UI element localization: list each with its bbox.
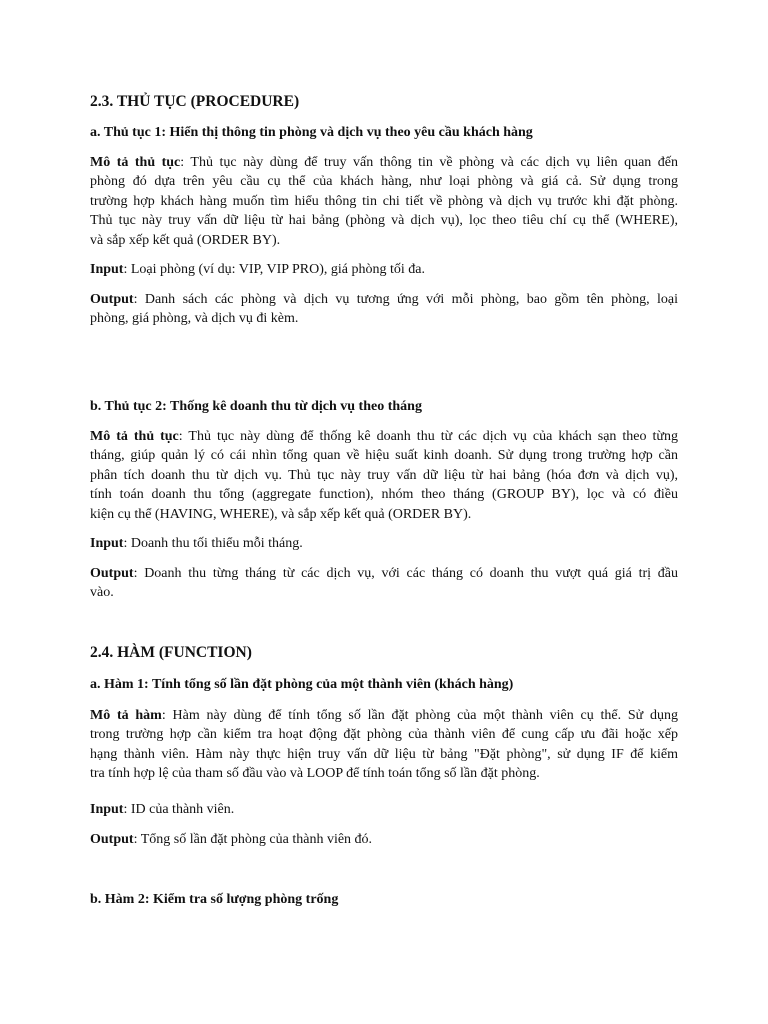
description-text: tính toán doanh thu tổng (aggregate function), nhóm theo tháng (GROUP BY), lọc và có điều xyxy=(90,487,678,503)
procedure-section-heading: 2.3. THỦ TỤC (PROCEDURE) xyxy=(90,93,300,110)
description-label: Mô tả thủ tục xyxy=(90,155,181,170)
description-text: kiện cụ thể (HAVING, WHERE), và sắp xếp kết quả (ORDER BY). xyxy=(90,506,472,522)
description-text: hạng thành viên. Hàm này thực hiện truy vấn dữ liệu từ bảng "Đặt phòng", sử dụng IF để kiểm xyxy=(90,746,678,762)
function-1-input xyxy=(90,800,678,819)
description-text: trường hợp khách hàng muốn tìm hiểu thông tin chi tiết về phòng và dịch vụ trước khi đặt phòng. xyxy=(90,193,678,209)
procedure-1-description xyxy=(90,153,678,250)
function-1-output xyxy=(90,830,678,849)
function-1-title: a. Hàm 1: Tính tổng số lần đặt phòng của một thành viên (khách hàng) xyxy=(90,677,514,692)
description-text: tháng, giúp quản lý có cái nhìn tổng quan về hiệu suất kinh doanh. Sử dụng trong trường hợp cần xyxy=(90,448,678,464)
input-label: Input xyxy=(90,262,124,277)
description-text: Thủ tục này truy vấn dữ liệu từ hai bảng (phòng và dịch vụ), lọc theo tiêu chí cụ thể (WHERE), xyxy=(90,213,678,229)
description-text: phòng đó dựa trên yêu cầu cụ thể của khách hàng, như loại phòng và giá cả. Sử dụng trong xyxy=(90,174,678,190)
input-label: Input xyxy=(90,536,124,551)
procedure-1-input xyxy=(90,260,678,279)
procedure-2-title: b. Thủ tục 2: Thống kê doanh thu từ dịch vụ theo tháng xyxy=(90,399,422,414)
description-text: : Thủ tục này dùng để truy vấn thông tin về phòng và các dịch vụ liên quan đến xyxy=(180,155,679,170)
function-1-description xyxy=(90,706,678,784)
output-label: Output xyxy=(90,292,134,307)
output-text: : Danh sách các phòng và dịch vụ tương ứng với mỗi phòng, bao gồm tên phòng, loại xyxy=(133,292,678,307)
input-text: : ID của thành viên. xyxy=(123,802,235,817)
description-text: phân tích doanh thu từ dịch vụ. Thủ tục này truy vấn dữ liệu từ hai bảng (hóa đơn và dịch vụ), xyxy=(90,467,678,483)
output-label: Output xyxy=(90,832,134,847)
output-text: : Doanh thu từng tháng từ các dịch vụ, với các tháng có doanh thu vượt quá giá trị đầu xyxy=(133,566,678,581)
output-text: vào. xyxy=(90,585,114,601)
procedure-1-output xyxy=(90,290,678,329)
procedure-2-output xyxy=(90,564,678,603)
description-text: trong trường hợp cần kiểm tra hoạt động đặt phòng của thành viên để cung cấp ưu đãi hoặc xếp xyxy=(90,727,678,743)
description-text: tra tính hợp lệ của tham số đầu vào và LOOP để tính toán tổng số lần đặt phòng. xyxy=(90,766,540,782)
description-text: và sắp xếp kết quả (ORDER BY). xyxy=(90,232,281,248)
description-label: Mô tả thủ tục xyxy=(90,429,179,444)
function-2-title: b. Hàm 2: Kiểm tra số lượng phòng trống xyxy=(90,892,339,907)
output-text: phòng, giá phòng, và dịch vụ đi kèm. xyxy=(90,311,299,327)
procedure-1-title: a. Thủ tục 1: Hiển thị thông tin phòng và dịch vụ theo yêu cầu khách hàng xyxy=(90,125,533,140)
procedure-2-description xyxy=(90,427,678,524)
input-text: : Doanh thu tối thiểu mỗi tháng. xyxy=(123,536,303,551)
input-text: : Loại phòng (ví dụ: VIP, VIP PRO), giá phòng tối đa. xyxy=(123,262,425,277)
description-label: Mô tả hàm xyxy=(90,708,162,723)
function-section-heading: 2.4. HÀM (FUNCTION) xyxy=(90,644,252,661)
input-label: Input xyxy=(90,802,124,817)
procedure-2-input xyxy=(90,534,678,553)
output-text: : Tổng số lần đặt phòng của thành viên đó. xyxy=(133,832,373,847)
description-text: : Hàm này dùng để tính tổng số lần đặt phòng của một thành viên cụ thể. Sử dụng xyxy=(161,708,679,723)
description-text: : Thủ tục này dùng để thống kê doanh thu từ các dịch vụ của khách sạn theo từng xyxy=(178,429,679,444)
output-label: Output xyxy=(90,566,134,581)
